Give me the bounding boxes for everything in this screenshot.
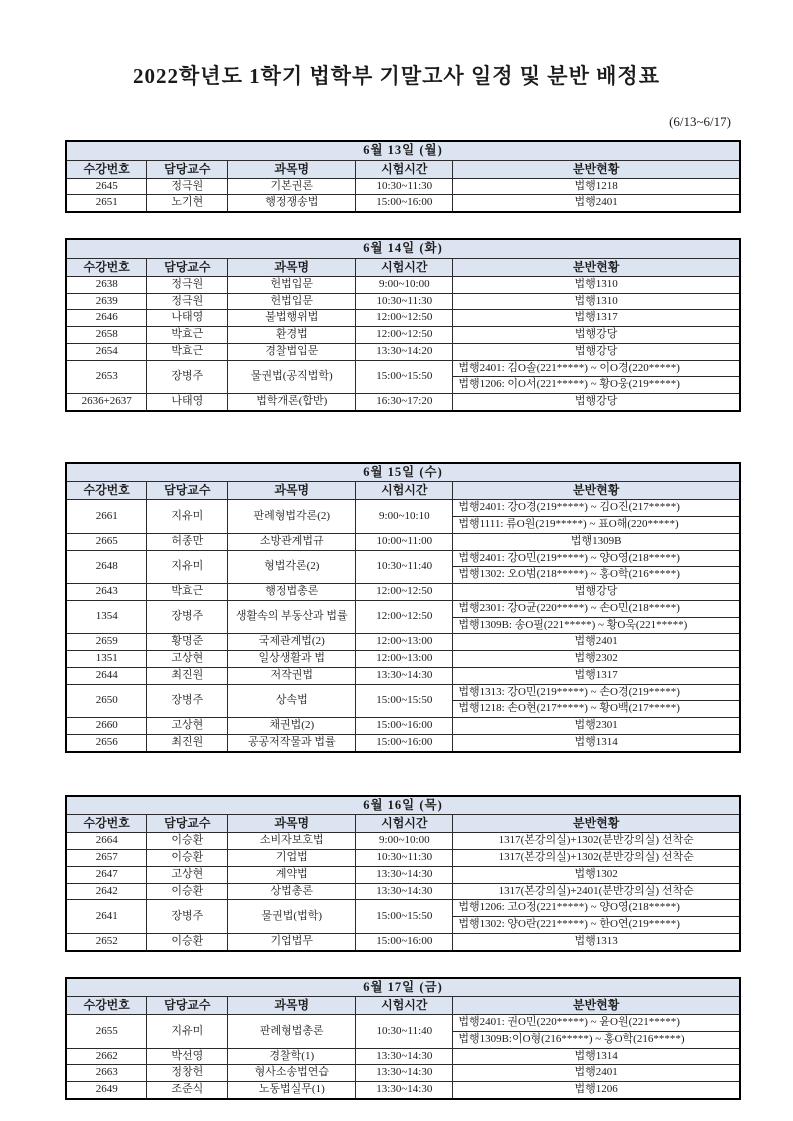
exam-time-cell: 12:00~12:50 (356, 327, 453, 344)
section-cell: 법행1302: 오O범(218*****) ~ 홍O학(216*****) (453, 567, 740, 584)
course-code-cell: 2644 (66, 667, 147, 684)
column-header-3: 시험시간 (356, 997, 453, 1015)
exam-time-cell: 13:30~14:30 (356, 866, 453, 883)
exam-row (66, 667, 740, 684)
course-code-cell: 2659 (66, 634, 147, 651)
course-name-cell: 채권법(2) (228, 718, 356, 735)
column-header-2: 과목명 (228, 258, 356, 276)
course-code-cell: 2643 (66, 584, 147, 601)
section-cell: 법행2401 (453, 1065, 740, 1082)
exam-row (66, 634, 740, 651)
date-header-row (66, 796, 740, 815)
column-header-0: 수강번호 (66, 482, 147, 500)
exam-time-cell: 12:00~12:50 (356, 310, 453, 327)
professor-cell: 장병주 (147, 684, 228, 718)
exam-row (66, 327, 740, 344)
professor-cell: 고상현 (147, 718, 228, 735)
course-code-cell: 2642 (66, 883, 147, 900)
exam-row (66, 310, 740, 327)
exam-time-cell: 10:30~11:30 (356, 850, 453, 867)
exam-row (66, 1015, 740, 1032)
exam-row (66, 1065, 740, 1082)
exam-row (66, 343, 740, 360)
column-header-0: 수강번호 (66, 258, 147, 276)
exam-row (66, 394, 740, 411)
professor-cell: 장병주 (147, 600, 228, 634)
tables-container (0, 140, 793, 1100)
column-header-2: 과목명 (228, 997, 356, 1015)
course-code-cell: 2663 (66, 1065, 147, 1082)
section-cell: 법행2401: 권O민(220*****) ~ 윤O원(221*****) (453, 1015, 740, 1032)
course-code-cell: 2661 (66, 500, 147, 534)
course-name-cell: 형법각론(2) (228, 550, 356, 584)
exam-row (66, 684, 740, 701)
section-cell: 법행2301 (453, 718, 740, 735)
professor-cell: 이승환 (147, 883, 228, 900)
exam-time-cell: 9:00~10:00 (356, 276, 453, 293)
course-name-cell: 상속법 (228, 684, 356, 718)
exam-time-cell: 12:00~13:00 (356, 651, 453, 668)
column-header-row (66, 997, 740, 1015)
course-name-cell: 소비자보호법 (228, 833, 356, 850)
section-cell: 법행1302: 양O란(221*****) ~ 한O연(219*****) (453, 917, 740, 934)
column-header-4: 분반현황 (453, 997, 740, 1015)
section-cell: 법행1317 (453, 310, 740, 327)
course-code-cell: 2660 (66, 718, 147, 735)
column-header-0: 수강번호 (66, 997, 147, 1015)
exam-time-cell: 13:30~14:30 (356, 1048, 453, 1065)
section-cell: 법행1218 (453, 178, 740, 195)
course-code-cell: 2638 (66, 276, 147, 293)
professor-cell: 정창헌 (147, 1065, 228, 1082)
course-code-cell: 2662 (66, 1048, 147, 1065)
course-name-cell: 국제관계법(2) (228, 634, 356, 651)
course-name-cell: 판례형법각론(2) (228, 500, 356, 534)
exam-row (66, 195, 740, 212)
section-cell: 법행2401: 강O경(219*****) ~ 김O진(217*****) (453, 500, 740, 517)
course-name-cell: 형사소송법연습 (228, 1065, 356, 1082)
exam-time-cell: 10:30~11:30 (356, 293, 453, 310)
course-code-cell: 2655 (66, 1015, 147, 1049)
column-header-2: 과목명 (228, 815, 356, 833)
course-code-cell: 2650 (66, 684, 147, 718)
exam-row (66, 651, 740, 668)
course-code-cell: 2653 (66, 360, 147, 394)
professor-cell: 지유미 (147, 550, 228, 584)
professor-cell: 최진원 (147, 734, 228, 751)
column-header-1: 담당교수 (147, 160, 228, 178)
professor-cell: 장병주 (147, 900, 228, 934)
professor-cell: 나태영 (147, 310, 228, 327)
date-header: 6월 16일 (목) (66, 796, 740, 815)
exam-table-day-2 (65, 238, 741, 412)
exam-row (66, 584, 740, 601)
section-cell: 1317(본강의실)+1302(분반강의실) 선착순 (453, 850, 740, 867)
exam-time-cell: 10:30~11:40 (356, 550, 453, 584)
exam-row (66, 1048, 740, 1065)
course-name-cell: 생활속의 부동산과 법률 (228, 600, 356, 634)
course-code-cell: 2654 (66, 343, 147, 360)
column-header-4: 분반현황 (453, 258, 740, 276)
professor-cell: 고상현 (147, 651, 228, 668)
course-code-cell: 2647 (66, 866, 147, 883)
professor-cell: 박효근 (147, 327, 228, 344)
professor-cell: 이승환 (147, 850, 228, 867)
section-cell: 법행1309B (453, 533, 740, 550)
exam-time-cell: 13:30~14:30 (356, 883, 453, 900)
professor-cell: 허종만 (147, 533, 228, 550)
exam-table-day-5 (65, 977, 741, 1100)
section-cell: 법행1206 (453, 1082, 740, 1099)
exam-row (66, 850, 740, 867)
exam-time-cell: 15:00~15:50 (356, 360, 453, 394)
column-header-row (66, 482, 740, 500)
date-header-row (66, 239, 740, 258)
exam-time-cell: 15:00~16:00 (356, 195, 453, 212)
section-cell: 1317(본강의실)+1302(분반강의실) 선착순 (453, 833, 740, 850)
exam-row (66, 833, 740, 850)
column-header-1: 담당교수 (147, 482, 228, 500)
course-code-cell: 2652 (66, 933, 147, 950)
course-name-cell: 물권법(공직법학) (228, 360, 356, 394)
section-cell: 법행2301: 강O균(220*****) ~ 손O민(218*****) (453, 600, 740, 617)
professor-cell: 지유미 (147, 500, 228, 534)
section-cell: 법행강당 (453, 343, 740, 360)
section-cell: 법행1313: 강O민(219*****) ~ 손O경(219*****) (453, 684, 740, 701)
course-name-cell: 행정쟁송법 (228, 195, 356, 212)
section-cell: 법행1317 (453, 667, 740, 684)
section-cell: 법행1309B:이O형(216*****) ~ 홍O학(216*****) (453, 1031, 740, 1048)
column-header-2: 과목명 (228, 482, 356, 500)
column-header-0: 수강번호 (66, 815, 147, 833)
course-code-cell: 2657 (66, 850, 147, 867)
section-cell: 법행1302 (453, 866, 740, 883)
professor-cell: 정극원 (147, 178, 228, 195)
course-code-cell: 2645 (66, 178, 147, 195)
course-name-cell: 법학개론(합반) (228, 394, 356, 411)
course-name-cell: 계약법 (228, 866, 356, 883)
exam-time-cell: 15:00~16:00 (356, 734, 453, 751)
professor-cell: 최진원 (147, 667, 228, 684)
date-header: 6월 17일 (금) (66, 978, 740, 997)
professor-cell: 박효근 (147, 584, 228, 601)
section-cell: 법행2401 (453, 634, 740, 651)
course-name-cell: 공공저작물과 법률 (228, 734, 356, 751)
exam-row (66, 293, 740, 310)
date-header-row (66, 463, 740, 482)
course-code-cell: 2639 (66, 293, 147, 310)
professor-cell: 황명준 (147, 634, 228, 651)
date-header: 6월 14일 (화) (66, 239, 740, 258)
professor-cell: 이승환 (147, 933, 228, 950)
section-cell: 법행강당 (453, 327, 740, 344)
professor-cell: 이승환 (147, 833, 228, 850)
section-cell: 법행1314 (453, 734, 740, 751)
exam-time-cell: 15:00~16:00 (356, 933, 453, 950)
exam-time-cell: 9:00~10:00 (356, 833, 453, 850)
course-code-cell: 2664 (66, 833, 147, 850)
column-header-1: 담당교수 (147, 258, 228, 276)
exam-row (66, 718, 740, 735)
exam-row (66, 900, 740, 917)
exam-row (66, 933, 740, 950)
course-name-cell: 일상생활과 법 (228, 651, 356, 668)
section-cell: 법행1111: 류O원(219*****) ~ 표O해(220*****) (453, 517, 740, 534)
course-name-cell: 헌법입문 (228, 276, 356, 293)
exam-time-cell: 12:00~13:00 (356, 634, 453, 651)
professor-cell: 고상현 (147, 866, 228, 883)
course-name-cell: 기업법 (228, 850, 356, 867)
course-code-cell: 2665 (66, 533, 147, 550)
section-cell: 법행1206: 이O서(221*****) ~ 황O웅(219*****) (453, 377, 740, 394)
course-code-cell: 2636+2637 (66, 394, 147, 411)
course-name-cell: 행정법총론 (228, 584, 356, 601)
exam-row (66, 360, 740, 377)
course-name-cell: 기본권론 (228, 178, 356, 195)
professor-cell: 박효근 (147, 343, 228, 360)
column-header-row (66, 815, 740, 833)
course-code-cell: 2651 (66, 195, 147, 212)
exam-row (66, 734, 740, 751)
exam-time-cell: 15:00~16:00 (356, 718, 453, 735)
exam-time-cell: 9:00~10:10 (356, 500, 453, 534)
column-header-2: 과목명 (228, 160, 356, 178)
course-code-cell: 1351 (66, 651, 147, 668)
exam-time-cell: 15:00~15:50 (356, 900, 453, 934)
section-cell: 법행강당 (453, 584, 740, 601)
page-title: 2022학년도 1학기 법학부 기말고사 일정 및 분반 배정표 (133, 64, 660, 88)
course-name-cell: 상법총론 (228, 883, 356, 900)
section-cell: 법행1310 (453, 293, 740, 310)
professor-cell: 장병주 (147, 360, 228, 394)
column-header-3: 시험시간 (356, 482, 453, 500)
column-header-3: 시험시간 (356, 160, 453, 178)
exam-time-cell: 12:00~12:50 (356, 600, 453, 634)
exam-time-cell: 13:30~14:30 (356, 1082, 453, 1099)
exam-table-day-4 (65, 795, 741, 952)
column-header-4: 분반현황 (453, 160, 740, 178)
column-header-1: 담당교수 (147, 997, 228, 1015)
exam-table-day-3 (65, 462, 741, 753)
exam-time-cell: 10:30~11:40 (356, 1015, 453, 1049)
exam-time-cell: 12:00~12:50 (356, 584, 453, 601)
exam-row (66, 1082, 740, 1099)
exam-row (66, 883, 740, 900)
course-name-cell: 노동법실무(1) (228, 1082, 356, 1099)
section-cell: 법행강당 (453, 394, 740, 411)
course-code-cell: 2656 (66, 734, 147, 751)
column-header-4: 분반현황 (453, 815, 740, 833)
date-range-label: (6/13~6/17) (669, 114, 731, 129)
date-header: 6월 13일 (월) (66, 141, 740, 160)
exam-row (66, 500, 740, 517)
course-name-cell: 헌법입문 (228, 293, 356, 310)
course-code-cell: 2649 (66, 1082, 147, 1099)
professor-cell: 정극원 (147, 293, 228, 310)
section-cell: 법행2401: 김O솔(221*****) ~ 이O경(220*****) (453, 360, 740, 377)
exam-row (66, 550, 740, 567)
column-header-0: 수강번호 (66, 160, 147, 178)
exam-time-cell: 13:30~14:30 (356, 1065, 453, 1082)
exam-row (66, 178, 740, 195)
course-name-cell: 기업법무 (228, 933, 356, 950)
section-cell: 법행1314 (453, 1048, 740, 1065)
course-name-cell: 환경법 (228, 327, 356, 344)
column-header-row (66, 258, 740, 276)
course-name-cell: 물권법(법학) (228, 900, 356, 934)
exam-row (66, 866, 740, 883)
professor-cell: 정극원 (147, 276, 228, 293)
section-cell: 법행2401: 강O민(219*****) ~ 양O영(218*****) (453, 550, 740, 567)
professor-cell: 조준식 (147, 1082, 228, 1099)
section-cell: 법행1218: 손O현(217*****) ~ 황O백(217*****) (453, 701, 740, 718)
course-name-cell: 불법행위법 (228, 310, 356, 327)
course-code-cell: 2646 (66, 310, 147, 327)
course-name-cell: 경찰학(1) (228, 1048, 356, 1065)
exam-time-cell: 13:30~14:30 (356, 667, 453, 684)
exam-time-cell: 15:00~15:50 (356, 684, 453, 718)
section-cell: 법행1313 (453, 933, 740, 950)
column-header-row (66, 160, 740, 178)
course-name-cell: 경찰법입문 (228, 343, 356, 360)
professor-cell: 박선영 (147, 1048, 228, 1065)
exam-time-cell: 10:30~11:30 (356, 178, 453, 195)
course-name-cell: 저작권법 (228, 667, 356, 684)
column-header-3: 시험시간 (356, 258, 453, 276)
date-header: 6월 15일 (수) (66, 463, 740, 482)
section-cell: 법행2401 (453, 195, 740, 212)
section-cell: 법행1206: 고O정(221*****) ~ 양O영(218*****) (453, 900, 740, 917)
course-code-cell: 2648 (66, 550, 147, 584)
exam-time-cell: 13:30~14:20 (356, 343, 453, 360)
professor-cell: 노기현 (147, 195, 228, 212)
exam-row (66, 533, 740, 550)
section-cell: 법행2302 (453, 651, 740, 668)
exam-time-cell: 16:30~17:20 (356, 394, 453, 411)
date-header-row (66, 141, 740, 160)
course-code-cell: 2641 (66, 900, 147, 934)
section-cell: 법행1310 (453, 276, 740, 293)
exam-table-day-1 (65, 140, 741, 213)
column-header-1: 담당교수 (147, 815, 228, 833)
column-header-4: 분반현황 (453, 482, 740, 500)
professor-cell: 나태영 (147, 394, 228, 411)
section-cell: 1317(본강의실)+2401(분반강의실) 선착순 (453, 883, 740, 900)
exam-row (66, 600, 740, 617)
section-cell: 법행1309B: 송O필(221*****) ~ 황O욱(221*****) (453, 617, 740, 634)
professor-cell: 지유미 (147, 1015, 228, 1049)
column-header-3: 시험시간 (356, 815, 453, 833)
exam-time-cell: 10:00~11:00 (356, 533, 453, 550)
course-code-cell: 2658 (66, 327, 147, 344)
exam-row (66, 276, 740, 293)
course-name-cell: 판례형법총론 (228, 1015, 356, 1049)
date-header-row (66, 978, 740, 997)
course-name-cell: 소방관계법규 (228, 533, 356, 550)
course-code-cell: 1354 (66, 600, 147, 634)
